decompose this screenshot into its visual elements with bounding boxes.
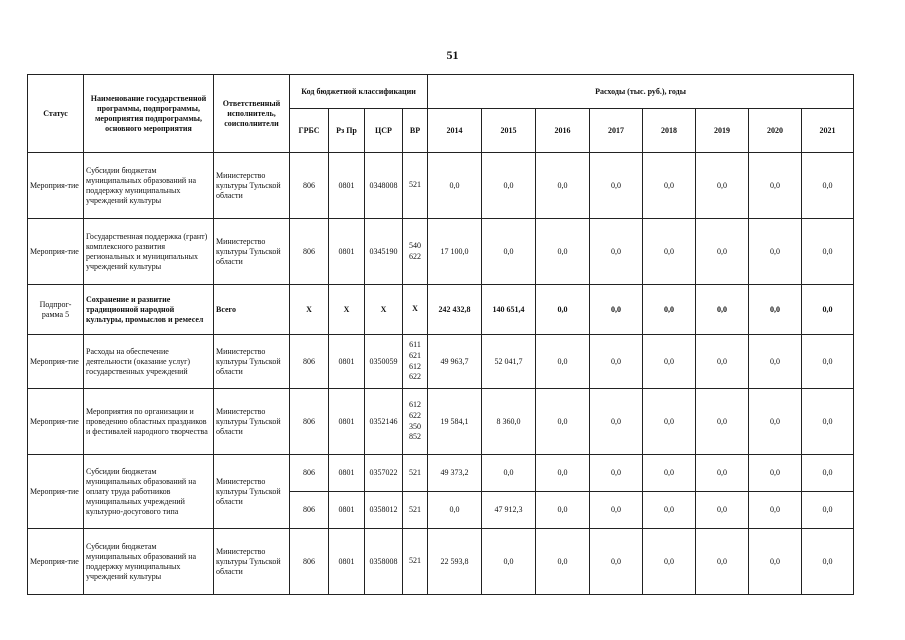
header-grbs: ГРБС [290,109,329,153]
header-name: Наименование государственной программы, подпрограммы, мероприятия подпрограммы, основного мероприятия [84,75,214,153]
row-value: 0,0 [696,529,749,595]
row-value: 0,0 [643,529,696,595]
row-value: 0,0 [536,219,590,285]
row-vr: Х [403,285,428,335]
row-csr: 0357022 [365,455,403,492]
row-value: 0,0 [590,153,643,219]
row-value: 52 041,7 [482,335,536,389]
row-status: Мероприя-тие [28,219,84,285]
row-csr: 0345190 [365,219,403,285]
row-value: 17 100,0 [428,219,482,285]
row-value: 140 651,4 [482,285,536,335]
row-vr: 540 622 [403,219,428,285]
row-value: 0,0 [696,285,749,335]
row-value: 49 373,2 [428,455,482,492]
table-row [28,455,854,492]
header-executor: Ответственный исполнитель, соисполнители [214,75,290,153]
row-grbs: 806 [290,335,329,389]
row-executor: Министерство культуры Тульской области [214,153,290,219]
row-value: 0,0 [536,285,590,335]
row-rzpr: 0801 [329,219,365,285]
row-grbs: 806 [290,455,329,492]
row-value: 0,0 [590,389,643,455]
row-value: 0,0 [696,219,749,285]
row-csr: 0350059 [365,335,403,389]
row-value: 0,0 [749,492,802,529]
table-row-subprogram [28,285,854,335]
row-grbs: 806 [290,153,329,219]
row-rzpr: 0801 [329,455,365,492]
row-executor: Министерство культуры Тульской области [214,335,290,389]
row-status: Мероприя-тие [28,335,84,389]
row-value: 0,0 [482,153,536,219]
row-value: 242 432,8 [428,285,482,335]
row-rzpr: 0801 [329,335,365,389]
row-csr: 0358008 [365,529,403,595]
row-value: 0,0 [643,389,696,455]
row-value: 0,0 [536,455,590,492]
header-year: 2016 [536,109,590,153]
header-year: 2014 [428,109,482,153]
row-value: 0,0 [643,153,696,219]
row-csr: Х [365,285,403,335]
row-value: 22 593,8 [428,529,482,595]
header-status: Статус [28,75,84,153]
row-status: Мероприя-тие [28,389,84,455]
row-rzpr: 0801 [329,389,365,455]
row-value: 0,0 [749,153,802,219]
row-executor: Министерство культуры Тульской области [214,389,290,455]
row-grbs: 806 [290,219,329,285]
row-value: 0,0 [749,389,802,455]
row-value: 0,0 [802,529,854,595]
header-year: 2019 [696,109,749,153]
header-expenses: Расходы (тыс. руб.), годы [428,75,854,109]
row-executor: Министерство культуры Тульской области [214,529,290,595]
row-value: 0,0 [696,389,749,455]
row-executor: Министерство культуры Тульской области [214,219,290,285]
row-executor: Министерство культуры Тульской области [214,455,290,529]
row-csr: 0348008 [365,153,403,219]
table-row [28,219,854,285]
row-value: 0,0 [536,153,590,219]
row-name: Мероприятия по организации и проведению областных праздников и фестивалей народного творчества [84,389,214,455]
row-value: 0,0 [696,335,749,389]
row-value: 47 912,3 [482,492,536,529]
row-value: 0,0 [482,455,536,492]
table-row [28,335,854,389]
row-value: 0,0 [590,455,643,492]
row-vr: 521 [403,492,428,529]
header-year: 2015 [482,109,536,153]
row-value: 0,0 [802,219,854,285]
row-value: 0,0 [536,389,590,455]
row-value: 0,0 [749,529,802,595]
row-vr: 612 622 350 852 [403,389,428,455]
row-rzpr: 0801 [329,529,365,595]
row-grbs: 806 [290,389,329,455]
row-value: 0,0 [802,455,854,492]
row-grbs: Х [290,285,329,335]
row-value: 0,0 [590,285,643,335]
row-name: Сохранение и развитие традиционной народной культуры, промыслов и ремесел [84,285,214,335]
row-value: 0,0 [536,492,590,529]
row-value: 0,0 [428,492,482,529]
header-rzpr: Рз Пр [329,109,365,153]
row-value: 0,0 [643,285,696,335]
row-executor: Всего [214,285,290,335]
row-value: 0,0 [696,153,749,219]
row-value: 8 360,0 [482,389,536,455]
row-rzpr: Х [329,285,365,335]
row-value: 0,0 [696,492,749,529]
row-vr: 611 621 612 622 [403,335,428,389]
row-name: Субсидии бюджетам муниципальных образований на поддержку муниципальных учреждений культуры [84,529,214,595]
row-value: 0,0 [749,335,802,389]
row-vr: 521 [403,529,428,595]
row-value: 0,0 [590,335,643,389]
row-csr: 0352146 [365,389,403,455]
row-value: 0,0 [802,389,854,455]
row-value: 0,0 [802,492,854,529]
row-rzpr: 0801 [329,153,365,219]
row-status: Мероприя-тие [28,455,84,529]
header-year: 2017 [590,109,643,153]
table-row [28,389,854,455]
row-value: 0,0 [643,455,696,492]
row-value: 0,0 [749,285,802,335]
row-value: 0,0 [802,285,854,335]
row-value: 0,0 [482,529,536,595]
row-vr: 521 [403,455,428,492]
row-grbs: 806 [290,492,329,529]
row-grbs: 806 [290,529,329,595]
row-name: Субсидии бюджетам муниципальных образований на оплату труда работников муниципальных учреждений культурно-досугового типа [84,455,214,529]
row-value: 0,0 [802,335,854,389]
row-name: Субсидии бюджетам муниципальных образований на поддержку муниципальных учреждений культуры [84,153,214,219]
row-value: 0,0 [536,529,590,595]
row-value: 0,0 [536,335,590,389]
row-value: 0,0 [590,219,643,285]
row-value: 0,0 [643,335,696,389]
header-csr: ЦСР [365,109,403,153]
row-value: 0,0 [428,153,482,219]
row-value: 0,0 [590,529,643,595]
header-vr: ВР [403,109,428,153]
row-value: 0,0 [749,455,802,492]
budget-table [27,74,854,595]
row-name: Государственная поддержка (грант) комплексного развития региональных и муниципальных учреждений культуры [84,219,214,285]
row-status: Подпрог-рамма 5 [28,285,84,335]
row-value: 49 963,7 [428,335,482,389]
page-number: 51 [446,48,459,62]
row-value: 19 584,1 [428,389,482,455]
row-name: Расходы на обеспечение деятельности (оказание услуг) государственных учреждений [84,335,214,389]
header-budget-code: Код бюджетной классификации [290,75,428,109]
row-csr: 0358012 [365,492,403,529]
row-vr: 521 [403,153,428,219]
row-rzpr: 0801 [329,492,365,529]
header-year: 2018 [643,109,696,153]
table-row [28,153,854,219]
row-value: 0,0 [643,219,696,285]
row-status: Мероприя-тие [28,529,84,595]
row-value: 0,0 [749,219,802,285]
header-year: 2021 [802,109,854,153]
row-status: Мероприя-тие [28,153,84,219]
row-value: 0,0 [590,492,643,529]
row-value: 0,0 [643,492,696,529]
row-value: 0,0 [696,455,749,492]
row-value: 0,0 [482,219,536,285]
row-value: 0,0 [802,153,854,219]
header-year: 2020 [749,109,802,153]
table-row [28,529,854,595]
